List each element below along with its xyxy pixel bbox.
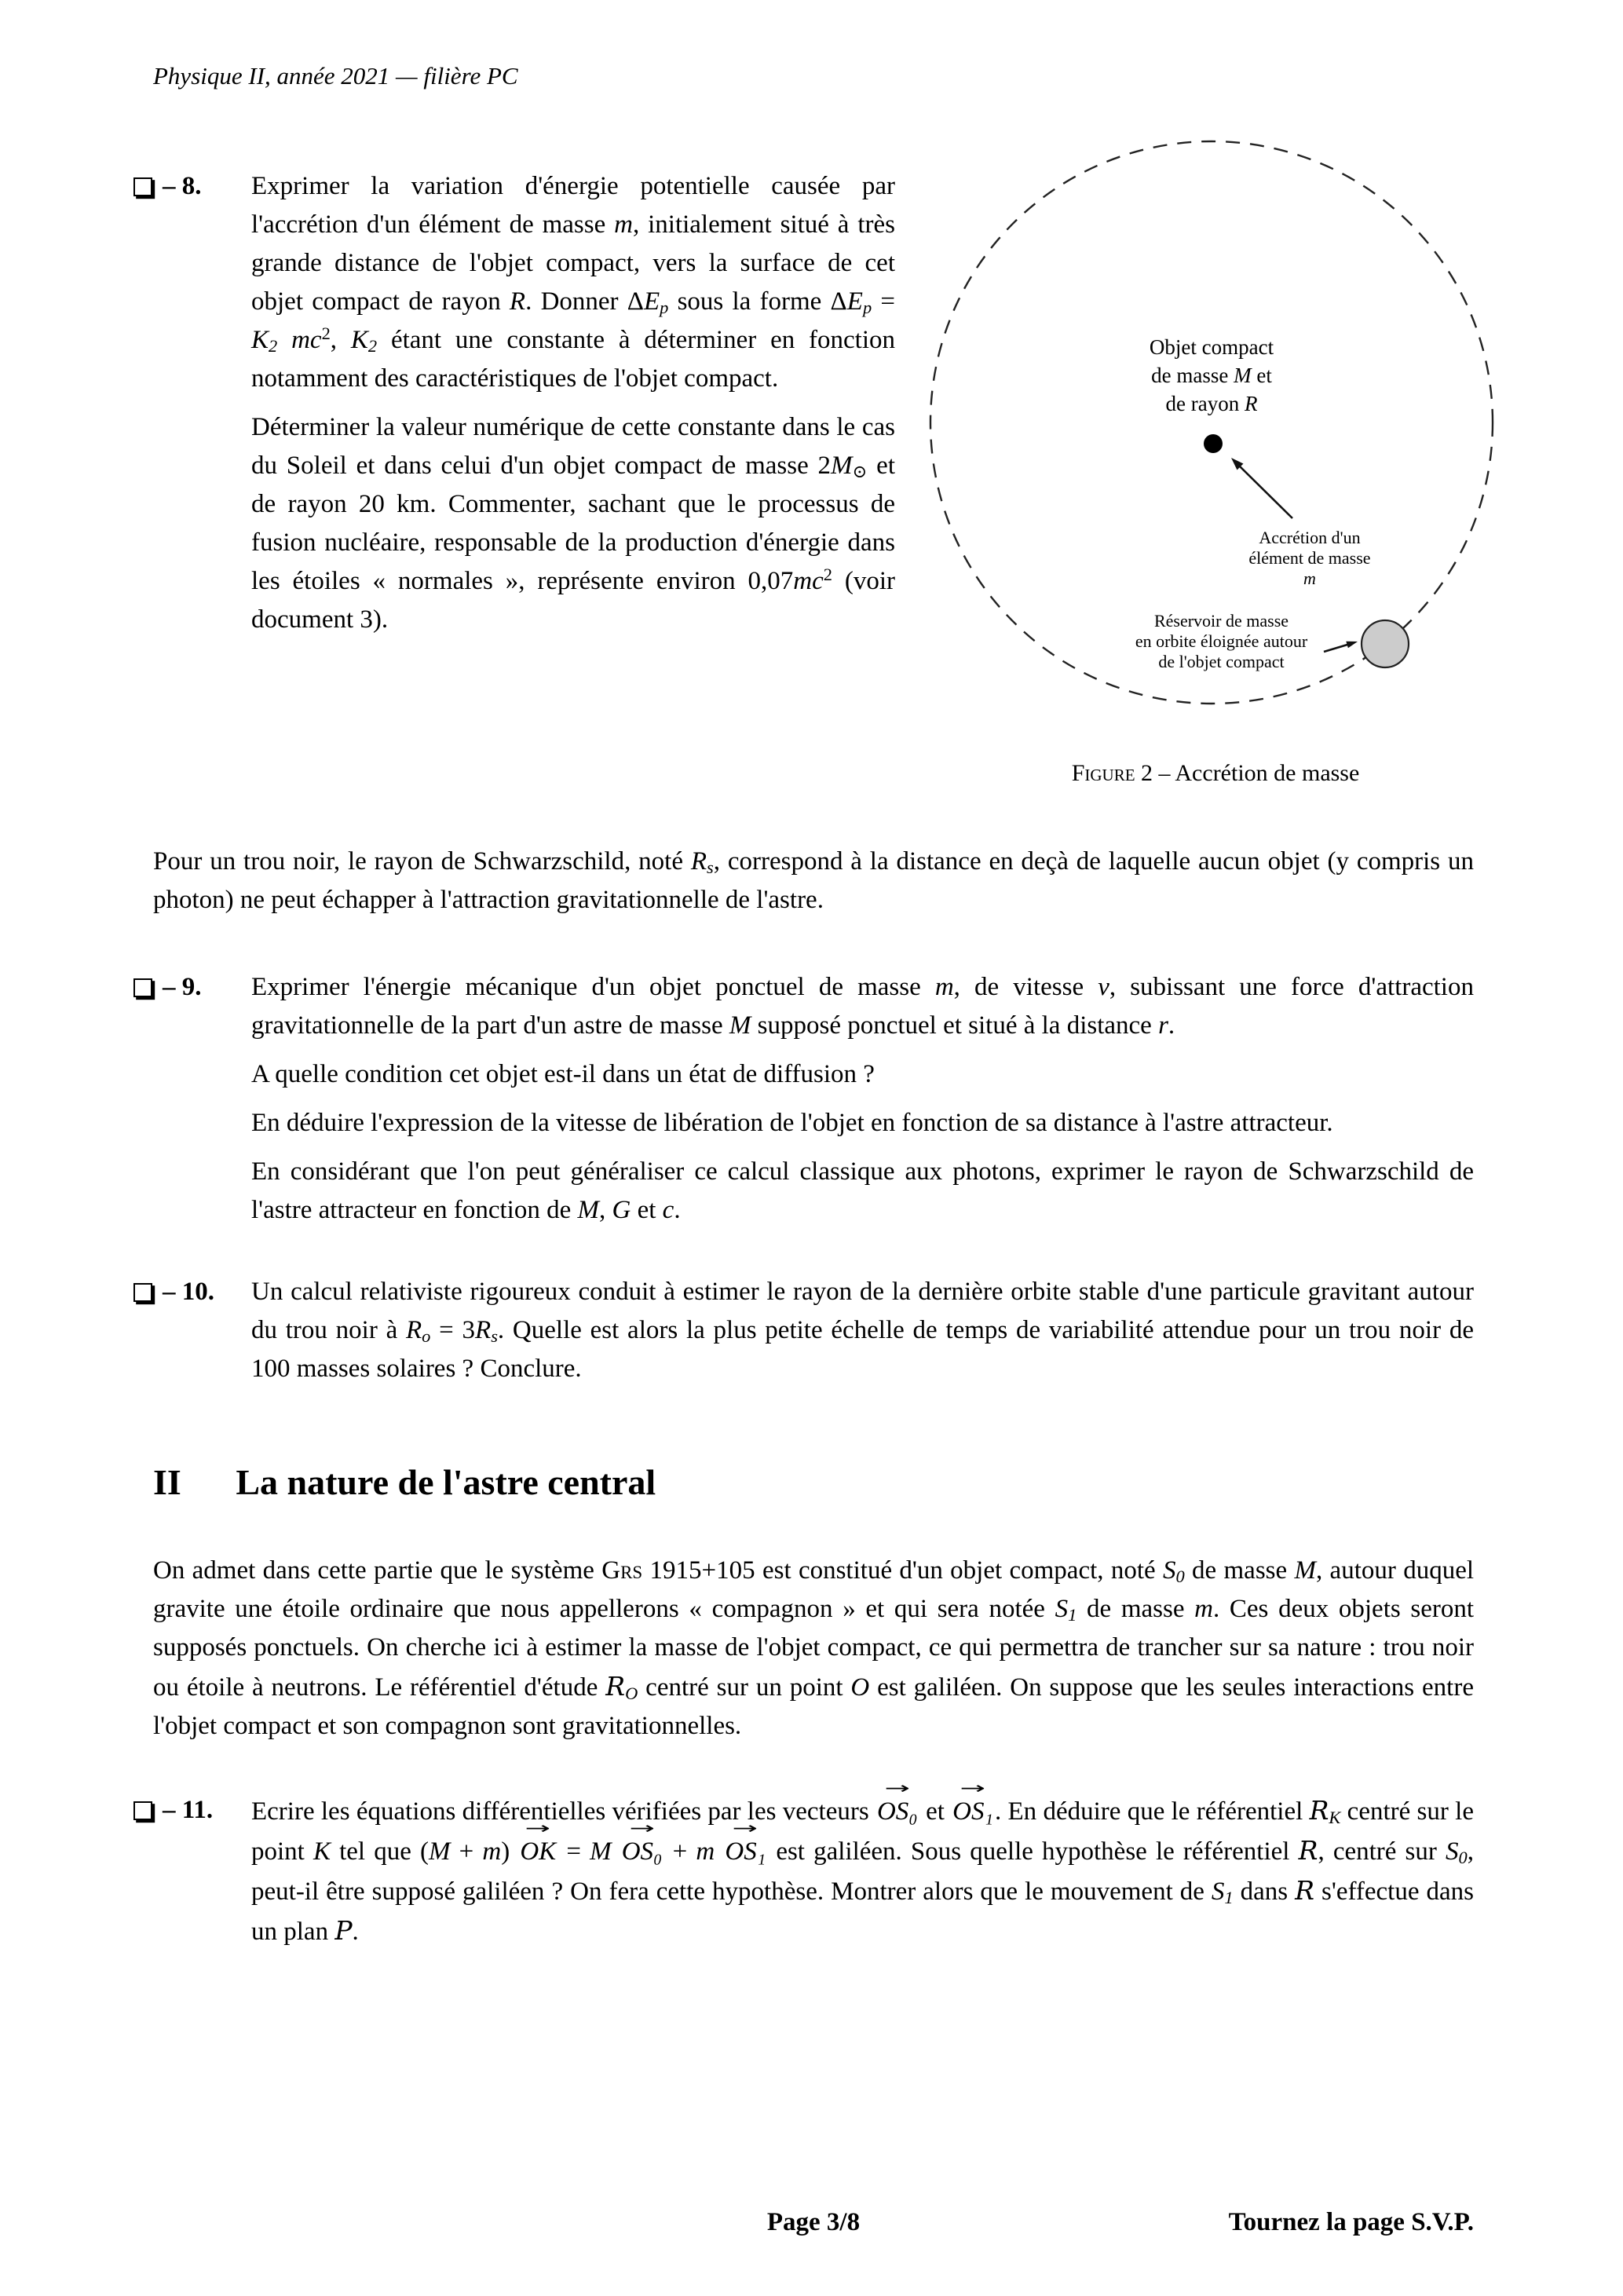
compact-object-label-line: de masse M et (1151, 364, 1272, 387)
page-number: Page 3/8 (766, 2208, 861, 2236)
question-8-body (251, 167, 895, 799)
question-9-body (251, 968, 1474, 1230)
turn-page-notice: Tournez la page S.V.P. (1228, 2208, 1474, 2236)
question-11-number: – 11. (163, 1796, 214, 1824)
question-8-paragraph-1: Exprimer la variation d'énergie potentielle causée par l'accrétion d'un élément de masse m, initialement situé à très grande distance de l'objet compact, vers la surface de cet objet compact de rayon R. Donner ΔEp sous la forme ΔEp = K2 $mc^2$, K2 étant une constante à déterminer en fonction notamment des caractéristiques de l'objet compact. (251, 172, 896, 393)
section-title: La nature de l'astre central (236, 1462, 656, 1502)
question-8-marker (133, 167, 251, 799)
reservoir-label-line: de l'objet compact (1158, 652, 1285, 671)
section-number: II (153, 1462, 181, 1502)
reservoir-label-line: en orbite éloignée autour (1135, 631, 1308, 651)
question-10-marker (133, 1273, 251, 1388)
question-8-number: – 8. (163, 172, 202, 200)
section-heading (153, 1461, 1474, 1504)
question-10-number: – 10. (163, 1278, 214, 1306)
question-9-number: – 9. (163, 973, 202, 1001)
checkbox-icon (133, 1801, 152, 1820)
question-9-paragraph-3: En déduire l'expression de la vitesse de libération de l'objet en fonction de sa distance à l'astre attracteur. (251, 1109, 1333, 1137)
compact-object-label (1055, 333, 1369, 418)
section-intro-paragraph: On admet dans cette partie que le système Grs 1915+105 est constitué d'un objet compact, noté S0 de masse M, autour duquel gravite une étoile ordinaire que nous appellerons « compagnon » et qui sera notée S1 de masse m. Ces deux objets seront supposés ponctuels. On cherche ici à estimer la masse de l'objet compact, ce qui permettra de trancher sur sa nature : trou noir ou étoile à neutrons. Le référentiel d'étude RO centré sur un point O est galiléen. On suppose que les seules interactions entre l'objet compact et son compagnon sont gravitationnelles. (153, 1556, 1475, 1740)
reservoir-label-line: Réservoir de masse (1153, 611, 1289, 631)
question-11-body (251, 1791, 1474, 1951)
compact-object-label-line: Objet compact (1149, 335, 1274, 359)
question-9-paragraph-1: Exprimer l'énergie mécanique d'un objet ponctuel de masse m, de vitesse v, subissant une force d'attraction gravitationnelle de la part d'un astre de masse M supposé ponctuel et situé à la distance r. (251, 973, 1474, 1040)
page-header (153, 57, 1474, 95)
figure-2 (917, 116, 1553, 807)
page-footer (153, 2203, 1474, 2242)
schwarzschild-paragraph: Pour un trou noir, le rayon de Schwarzschild, noté Rs, correspond à la distance en deçà de laquelle aucun objet (y compris un photon) ne peut échapper à l'attraction gravitationnelle de l'astre. (153, 847, 1474, 914)
question-11-marker (133, 1791, 251, 1951)
accretion-label-line: Accrétion d'un (1259, 528, 1361, 547)
accretion-diagram (917, 116, 1553, 807)
checkbox-icon (133, 978, 152, 997)
checkbox-icon (133, 177, 152, 196)
accretion-label (1215, 528, 1404, 589)
compact-object-dot (1204, 434, 1223, 453)
checkbox-icon (133, 1283, 152, 1302)
question-9 (133, 968, 1474, 1230)
figure-caption: Figure 2 – Accrétion de masse (1071, 760, 1360, 786)
accretion-label-line: élément de masse (1248, 548, 1371, 568)
accretion-arrow-icon (1231, 458, 1292, 518)
question-11 (133, 1791, 1474, 1951)
accretion-label-line: m (1303, 569, 1316, 588)
question-9-paragraph-4: En considérant que l'on peut généraliser ce calcul classique aux photons, exprimer le rayon de Schwarzschild de l'astre attracteur en fonction de M, G et c. (251, 1157, 1474, 1224)
header-text: Physique II, année 2021 — filière PC (153, 62, 518, 90)
question-8-paragraph-2: Déterminer la valeur numérique de cette constante dans le cas du Soleil et dans celui d'un objet compact de masse 2M⊙ et de rayon 20 km. Commenter, sachant que le processus de fusion nucléaire, responsable de la production d'énergie dans les étoiles « normales », représente environ $0,07mc^2$ (voir document 3). (251, 413, 895, 634)
question-10 (133, 1273, 1474, 1388)
compact-object-label-line: de rayon R (1165, 392, 1258, 415)
question-10-body (251, 1273, 1474, 1388)
mass-reservoir-circle (1362, 620, 1409, 667)
question-10-paragraph-1: Un calcul relativiste rigoureux conduit à estimer le rayon de la dernière orbite stable d'une particule gravitant autour du trou noir à Ro = 3Rs. Quelle est alors la plus petite échelle de temps de variabilité attendue pour un trou noir de 100 masses solaires ? Conclure. (251, 1278, 1474, 1383)
question-9-paragraph-2: A quelle condition cet objet est-il dans un état de diffusion ? (251, 1060, 875, 1088)
reservoir-label (1109, 611, 1333, 672)
question-11-paragraph-1: Ecrire les équations différentielles vérifiées par les vecteurs → OS₀ et → OS₁. En déduire que le référentiel RK centré sur le point K tel que (M + m) → OK = M → OS₀ + m → OS₁ est galiléen. Sous quelle hypothèse le référentiel R, centré sur S0, peut-il être supposé galiléen ? On fera cette hypothèse. Montrer alors que le mouvement de S1 dans R s'effectue dans un plan P. (251, 1791, 1474, 1951)
question-9-marker (133, 968, 251, 1230)
